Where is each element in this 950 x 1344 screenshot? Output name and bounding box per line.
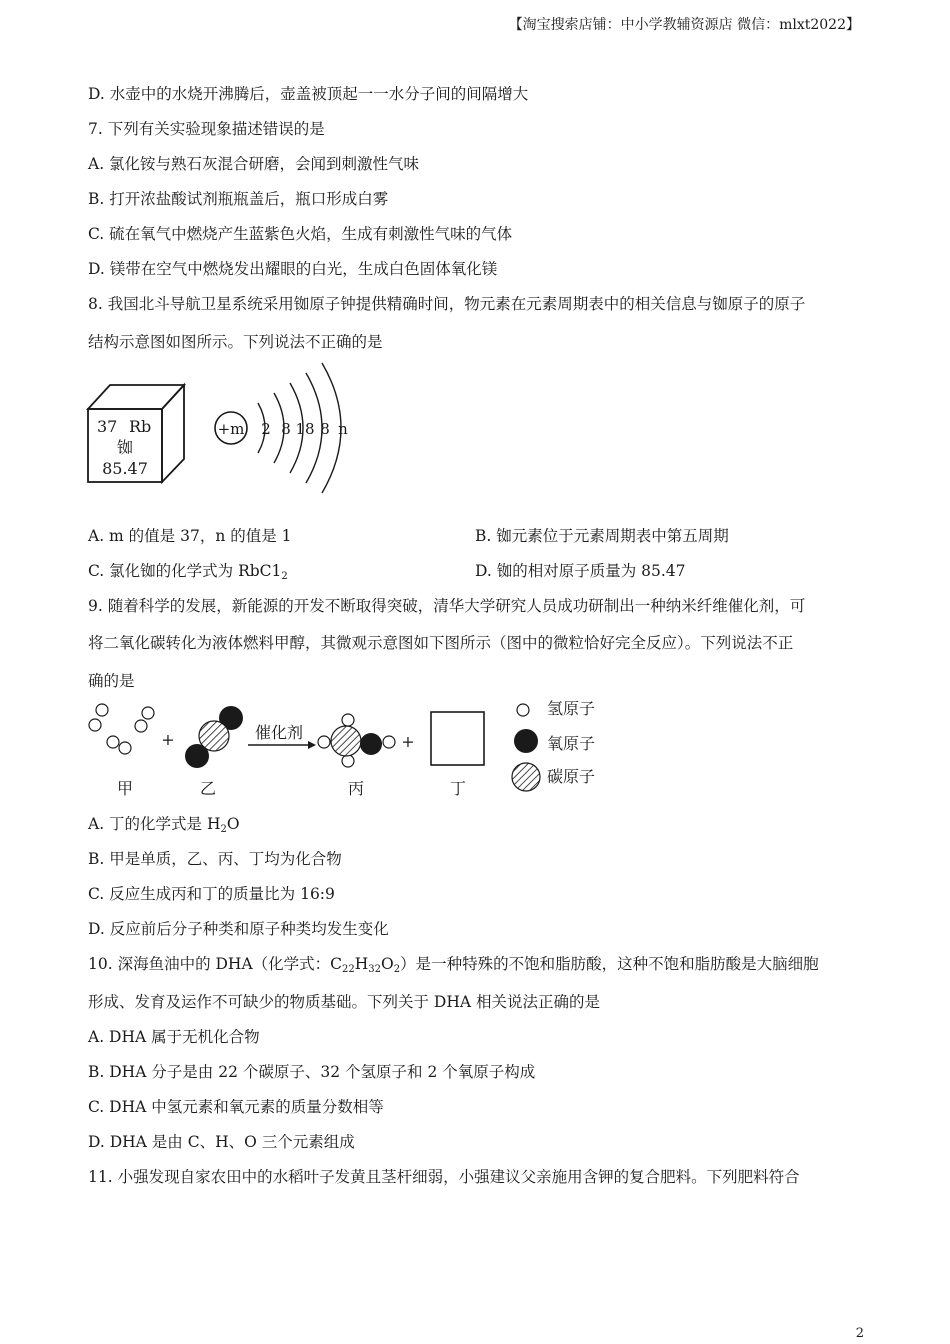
label-yi: 乙 [199, 779, 217, 798]
element-name: 铷 [116, 438, 134, 457]
element-symbol: Rb [129, 417, 152, 436]
q10-option-c: C. DHA 中氢元素和氧元素的质量分数相等 [88, 1098, 384, 1116]
nucleus-charge: +m [217, 420, 245, 438]
q8-stem-line1: 8. 我国北斗导航卫星系统采用铷原子钟提供精确时间，物元素在元素周期表中的相关信息与铷原子的原子 [88, 295, 806, 313]
reaction-diagram [80, 695, 620, 805]
q9-stem-line2: 将二氧化碳转化为液体燃料甲醇，其微观示意图如下图所示（图中的微粒恰好完全反应）。下列说法不正 [88, 634, 794, 652]
legend-hydrogen-symbol [517, 704, 529, 716]
q9-stem-line1: 9. 随着科学的发展，新能源的开发不断取得突破，清华大学研究人员成功研制出一种纳米纤维催化剂，可 [88, 597, 806, 615]
shell-count-3: 18 [295, 420, 315, 438]
q7-option-c: C. 硫在氧气中燃烧产生蓝紫色火焰，生成有刺激性气味的气体 [88, 225, 513, 243]
q9-option-d: D. 反应前后分子种类和原子种类均发生变化 [88, 920, 389, 938]
q8-stem-line2: 结构示意图如图所示。下列说法不正确的是 [88, 333, 383, 351]
q8-option-c: C. 氯化铷的化学式为 $RbC1_2$ [88, 562, 288, 582]
label-ding: 丁 [449, 779, 467, 798]
page-header: 【淘宝搜索店铺：中小学教辅资源店 微信：mlxt2022】 [508, 17, 860, 33]
q6-option-d: D. 水壶中的水烧开沸腾后，壶盖被顶起一一水分子间的间隔增大 [88, 85, 529, 103]
label-jia: 甲 [116, 779, 134, 798]
element-cell [88, 385, 184, 482]
q10-option-b: B. DHA 分子是由 22 个碳原子、32 个氢原子和 2 个氧原子构成 [88, 1063, 536, 1081]
atom-legend [512, 699, 595, 791]
q7-option-b: B. 打开浓盐酸试剂瓶瓶盖后，瓶口形成白雾 [88, 190, 389, 208]
reactant-jia-hydrogen-molecules [89, 704, 154, 754]
shell-count-1: 2 [261, 420, 271, 438]
q10-option-a: A. DHA 属于无机化合物 [88, 1028, 260, 1046]
plus-sign-2: + [401, 732, 415, 751]
q10-stem-line2: 形成、发育及运作不可缺少的物质基础。下列关于 DHA 相关说法正确的是 [88, 993, 600, 1011]
q7-option-d: D. 镁带在空气中燃烧发出耀眼的白光，生成白色固体氧化镁 [88, 260, 498, 278]
shell-count-5: n [338, 420, 348, 438]
product-ding-box [431, 712, 484, 765]
atom-structure [215, 363, 348, 493]
product-bing-methanol-molecule [318, 714, 395, 767]
q7-option-a: A. 氯化铵与熟石灰混合研磨，会闻到刺激性气味 [88, 155, 420, 173]
label-bing: 丙 [347, 779, 365, 798]
q11-stem-line1: 11. 小强发现自家农田中的水稻叶子发黄且茎杆细弱，小强建议父亲施用含钾的复合肥料。下列肥料符合 [88, 1168, 800, 1186]
legend-oxygen-symbol [514, 729, 538, 753]
legend-carbon-symbol [512, 763, 540, 791]
q9-option-a: A. 丁的化学式是 $H_2O$ [88, 815, 240, 835]
q8-option-d: D. 铷的相对原子质量为 85.47 [475, 562, 686, 580]
q10-stem-line1: 10. 深海鱼油中的 DHA（化学式：$C_{22}H_{32}O_2$）是一种特殊的不饱和脂肪酸，这种不饱和脂肪酸是大脑细胞 [88, 955, 819, 975]
legend-carbon: 碳原子 [547, 767, 596, 786]
reactant-yi-co2-molecule [185, 706, 243, 768]
shell-count-2: 8 [281, 420, 291, 438]
atomic-mass: 85.47 [102, 459, 148, 478]
shell-count-4: 8 [320, 420, 330, 438]
q10-option-d: D. DHA 是由 C、H、O 三个元素组成 [88, 1133, 355, 1151]
q7-stem: 7. 下列有关实验现象描述错误的是 [88, 120, 325, 138]
legend-oxygen: 氧原子 [547, 734, 596, 753]
catalyst-label: 催化剂 [254, 723, 304, 742]
q8-option-a: A. m 的值是 37，n 的值是 1 [88, 527, 292, 545]
page-number: 2 [855, 1326, 864, 1341]
q9-stem-line3: 确的是 [88, 672, 135, 690]
plus-sign-1: + [161, 730, 175, 749]
q8-option-b: B. 铷元素位于元素周期表中第五周期 [475, 527, 729, 545]
rubidium-figure [80, 355, 380, 500]
q9-option-c: C. 反应生成丙和丁的质量比为 16:9 [88, 885, 335, 903]
legend-hydrogen: 氢原子 [547, 699, 596, 718]
atomic-number: 37 [97, 417, 118, 436]
reaction-arrow-head [308, 741, 316, 749]
q9-option-b: B. 甲是单质，乙、丙、丁均为化合物 [88, 850, 342, 868]
